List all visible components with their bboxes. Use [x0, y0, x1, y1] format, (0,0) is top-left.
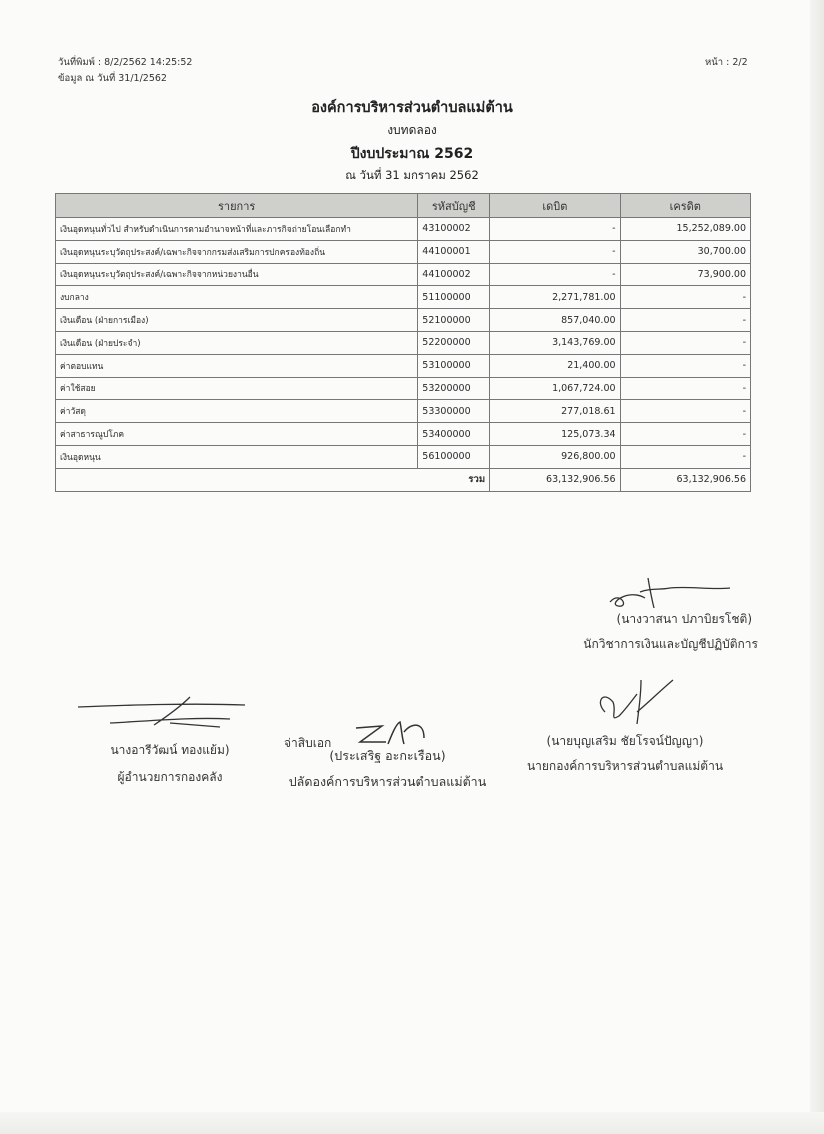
row-credit: 15,252,089.00 [620, 218, 750, 241]
finance-director-signature-image [70, 693, 250, 731]
row-debit: - [490, 263, 620, 286]
finance-director-signature-block [70, 693, 270, 787]
column-header-debit: เดบิต [490, 194, 620, 218]
table-row [56, 240, 751, 263]
row-debit: - [490, 240, 620, 263]
table-row [56, 331, 751, 354]
row-account-code: 44100002 [418, 263, 490, 286]
finance-director-title: ผู้อำนวยการกองคลัง [117, 770, 223, 784]
mayor-signature-block [505, 672, 745, 776]
row-debit: 857,040.00 [490, 309, 620, 332]
column-header-account-code: รหัสบัญชี [418, 194, 490, 218]
total-credit: 63,132,906.56 [620, 468, 750, 491]
row-credit: - [620, 286, 750, 309]
row-debit: 926,800.00 [490, 445, 620, 468]
deputy-chief-signature-block [280, 718, 495, 792]
row-credit: - [620, 354, 750, 377]
row-description: ค่าสาธารณูปโภค [56, 423, 418, 446]
row-credit: 73,900.00 [620, 263, 750, 286]
table-row [56, 377, 751, 400]
table-row [56, 218, 751, 241]
row-credit: 30,700.00 [620, 240, 750, 263]
row-credit: - [620, 423, 750, 446]
row-credit: - [620, 309, 750, 332]
row-account-code: 56100000 [418, 445, 490, 468]
row-account-code: 51100000 [418, 286, 490, 309]
row-description: เงินอุดหนุนระบุวัตถุประสงค์/เฉพาะกิจจากกรมส่งเสริมการปกครองท้องถิ่น [56, 240, 418, 263]
table-row [56, 309, 751, 332]
row-description: เงินอุดหนุนระบุวัตถุประสงค์/เฉพาะกิจจากหน่วยงานอื่น [56, 263, 418, 286]
row-debit: 3,143,769.00 [490, 331, 620, 354]
row-account-code: 52100000 [418, 309, 490, 332]
row-account-code: 53400000 [418, 423, 490, 446]
mayor-title: นายกองค์การบริหารส่วนตำบลแม่ต้าน [526, 759, 724, 773]
row-debit: 21,400.00 [490, 354, 620, 377]
organization-title: องค์การบริหารส่วนตำบลแม่ต้าน [311, 100, 513, 116]
table-row [56, 445, 751, 468]
total-label: รวม [56, 468, 490, 491]
row-debit: 277,018.61 [490, 400, 620, 423]
deputy-chief-name: (ประเสริฐ อะกะเรือน) [329, 748, 446, 763]
row-account-code: 53200000 [418, 377, 490, 400]
row-description: เงินเดือน (ฝ่ายประจำ) [56, 331, 418, 354]
page-number: หน้า : 2/2 [705, 57, 748, 68]
preparer-signature-block [520, 568, 770, 654]
table-row [56, 400, 751, 423]
total-debit: 63,132,906.56 [490, 468, 620, 491]
row-account-code: 53100000 [418, 354, 490, 377]
table-row [56, 354, 751, 377]
row-account-code: 43100002 [418, 218, 490, 241]
row-description: ค่าตอบแทน [56, 354, 418, 377]
row-debit: - [490, 218, 620, 241]
row-description: ค่าใช้สอย [56, 377, 418, 400]
row-description: เงินเดือน (ฝ่ายการเมือง) [56, 309, 418, 332]
row-account-code: 53300000 [418, 400, 490, 423]
row-debit: 1,067,724.00 [490, 377, 620, 400]
row-account-code: 44100001 [418, 240, 490, 263]
deputy-rank: จ่าสิบเอก [284, 736, 332, 750]
column-header-credit: เครดิต [620, 194, 750, 218]
row-account-code: 52200000 [418, 331, 490, 354]
fiscal-year: ปีงบประมาณ 2562 [350, 146, 474, 162]
row-description: งบกลาง [56, 286, 418, 309]
table-row [56, 263, 751, 286]
trial-balance-table [55, 193, 751, 492]
row-debit: 2,271,781.00 [490, 286, 620, 309]
table-header-row [56, 194, 751, 218]
table-row [56, 423, 751, 446]
preparer-name: (นางวาสนา ปภาบิยรโชติ) [616, 612, 752, 626]
row-description: ค่าวัสดุ [56, 400, 418, 423]
row-credit: - [620, 400, 750, 423]
print-date: วันที่พิมพ์ : 8/2/2562 14:25:52 [58, 57, 193, 68]
deputy-chief-signature-image [352, 714, 472, 748]
table-row [56, 286, 751, 309]
row-description: เงินอุดหนุน [56, 445, 418, 468]
row-debit: 125,073.34 [490, 423, 620, 446]
row-credit: - [620, 377, 750, 400]
finance-director-name: นางอารีวัฒน์ ทองแย้ม) [110, 743, 230, 757]
as-of-date: ณ วันที่ 31 มกราคม 2562 [345, 168, 479, 182]
report-title: งบทดลอง [387, 123, 437, 137]
preparer-signature-image [590, 568, 770, 612]
column-header-description: รายการ [56, 194, 418, 218]
row-description: เงินอุดหนุนทั่วไป สำหรับดำเนินการตามอำนาจหน้าที่และภารกิจถ่ายโอนเลือกทำ [56, 218, 418, 241]
row-credit: - [620, 445, 750, 468]
preparer-title: นักวิชาการเงินและบัญชีปฏิบัติการ [583, 637, 758, 651]
mayor-name: (นายบุญเสริม ชัยโรจน์ปัญญา) [546, 734, 704, 748]
deputy-chief-title: ปลัดองค์การบริหารส่วนตำบลแม่ต้าน [288, 774, 487, 789]
mayor-signature-image [575, 672, 695, 732]
data-as-of: ข้อมูล ณ วันที่ 31/1/2562 [58, 73, 167, 84]
scan-bottom-shadow [0, 1112, 824, 1134]
total-row [56, 468, 751, 491]
row-credit: - [620, 331, 750, 354]
